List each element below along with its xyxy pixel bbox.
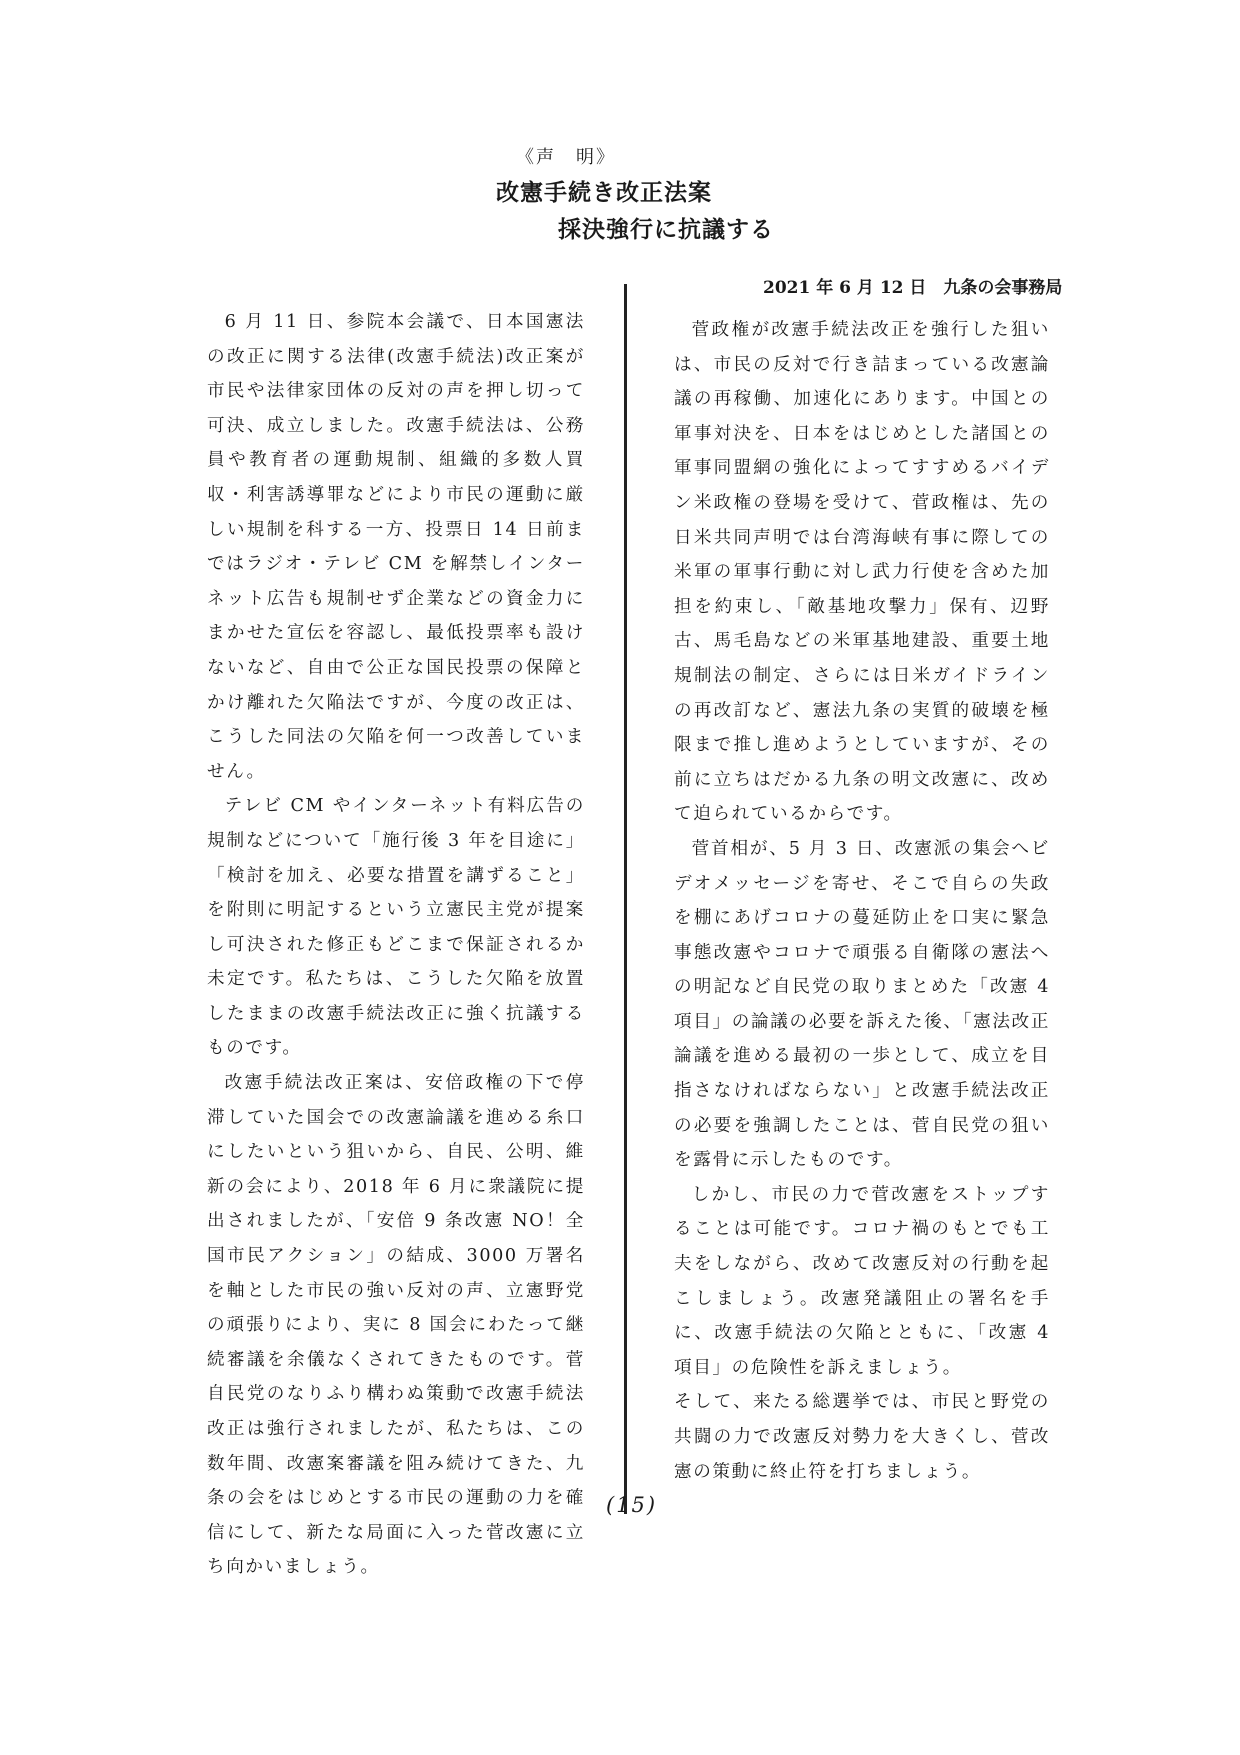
statement-label: 《声 明》 <box>516 147 616 168</box>
date-author: 2021 年 6 月 12 日 九条の会事務局 <box>763 278 1063 298</box>
right-column <box>674 313 1050 1489</box>
right-paragraph-4: そして、来たる総選挙では、市民と野党の共闘の力で改憲反対勢力を大きくし、菅改憲の策動に終止符を打ちましょう。 <box>674 1392 1050 1482</box>
page-number: (15) <box>606 1493 658 1517</box>
left-paragraph-2: テレビ CM やインターネット有料広告の規制などについて「施行後 3 年を目途に」「検討を加え、必要な措置を講ずること」を附則に明記するという立憲民主党が提案し可決された修正もどこまで保証されるか未定です。私たちは、こうした欠陥を放置したままの改憲手続法改正に強く抗議するものです。 <box>207 796 585 1059</box>
right-paragraph-2: 菅首相が、5 月 3 日、改憲派の集会へビデオメッセージを寄せ、そこで自らの失政を棚にあげコロナの蔓延防止を口実に緊急事態改憲やコロナで頑張る自衛隊の憲法への明記など自民党の取りまとめた「改憲 4 項目」の論議の必要を訴えた後、「憲法改正論議を進める最初の一歩として、成立を目指さなければならない」と改憲手続法改正の必要を強調したことは、菅自民党の狙いを露骨に示したものです。 <box>674 838 1050 1171</box>
right-paragraph-1: 菅政権が改憲手続法改正を強行した狙いは、市民の反対で行き詰まっている改憲論議の再稼働、加速化にあります。中国との軍事対決を、日本をはじめとした諸国との軍事同盟網の強化によってすすめるバイデン米政権の登場を受けて、菅政権は、先の日米共同声明では台湾海峡有事に際しての米軍の軍事行動に対し武力行使を含めた加担を約束し、「敵基地攻撃力」保有、辺野古、馬毛島などの米軍基地建設、重要土地規制法の制定、さらには日米ガイドラインの再改訂など、憲法九条の実質的破壊を極限まで推し進めようとしていますが、その前に立ちはだかる九条の明文改憲に、改めて迫られているからです。 <box>674 320 1050 825</box>
title-line-2: 採決強行に抗議する <box>558 217 774 243</box>
right-paragraph-3: しかし、市民の力で菅改憲をストップすることは可能です。コロナ禍のもとでも工夫をしながら、改めて改憲反対の行動を起こしましょう。改憲発議阻止の署名を手に、改憲手続法の欠陥とともに、「改憲 4 項目」の危険性を訴えましょう。 <box>674 1184 1050 1378</box>
left-paragraph-1: 6 月 11 日、参院本会議で、日本国憲法の改正に関する法律(改憲手続法)改正案が市民や法律家団体の反対の声を押し切って可決、成立しました。改憲手続法は、公務員や教育者の運動規制、組織的多数人買収・利害誘導罪などにより市民の運動に厳しい規制を科する一方、投票日 14 日前まではラジオ・テレビ CM を解禁しインターネット広告も規制せず企業などの資金力にまかせた宣伝を容認し、最低投票率も設けないなど、自由で公正な国民投票の保障とかけ離れた欠陥法ですが、今度の改正は、こうした同法の欠陥を何一つ改善していません。 <box>207 312 585 782</box>
column-divider <box>624 284 627 1514</box>
left-paragraph-3: 改憲手続法改正案は、安倍政権の下で停滞していた国会での改憲論議を進める糸口にしたいという狙いから、自民、公明、維新の会により、2018 年 6 月に衆議院に提出されましたが、「安倍 9 条改憲 NO！全国市民アクション」の結成、3000 万署名を軸とした市民の強い反対の声、立憲野党の頑張りにより、実に 8 国会にわたって継続審議を余儀なくされてきたものです。菅自民党のなりふり構わぬ策動で改憲手続法改正は強行されましたが、私たちは、この数年間、改憲案審議を阻み続けてきた、九条の会をはじめとする市民の運動の力を確信にして、新たな局面に入った菅改憲に立ち向かいましょう。 <box>207 1073 585 1578</box>
title-line-1: 改憲手続き改正法案 <box>496 180 712 206</box>
left-column <box>207 305 585 1585</box>
